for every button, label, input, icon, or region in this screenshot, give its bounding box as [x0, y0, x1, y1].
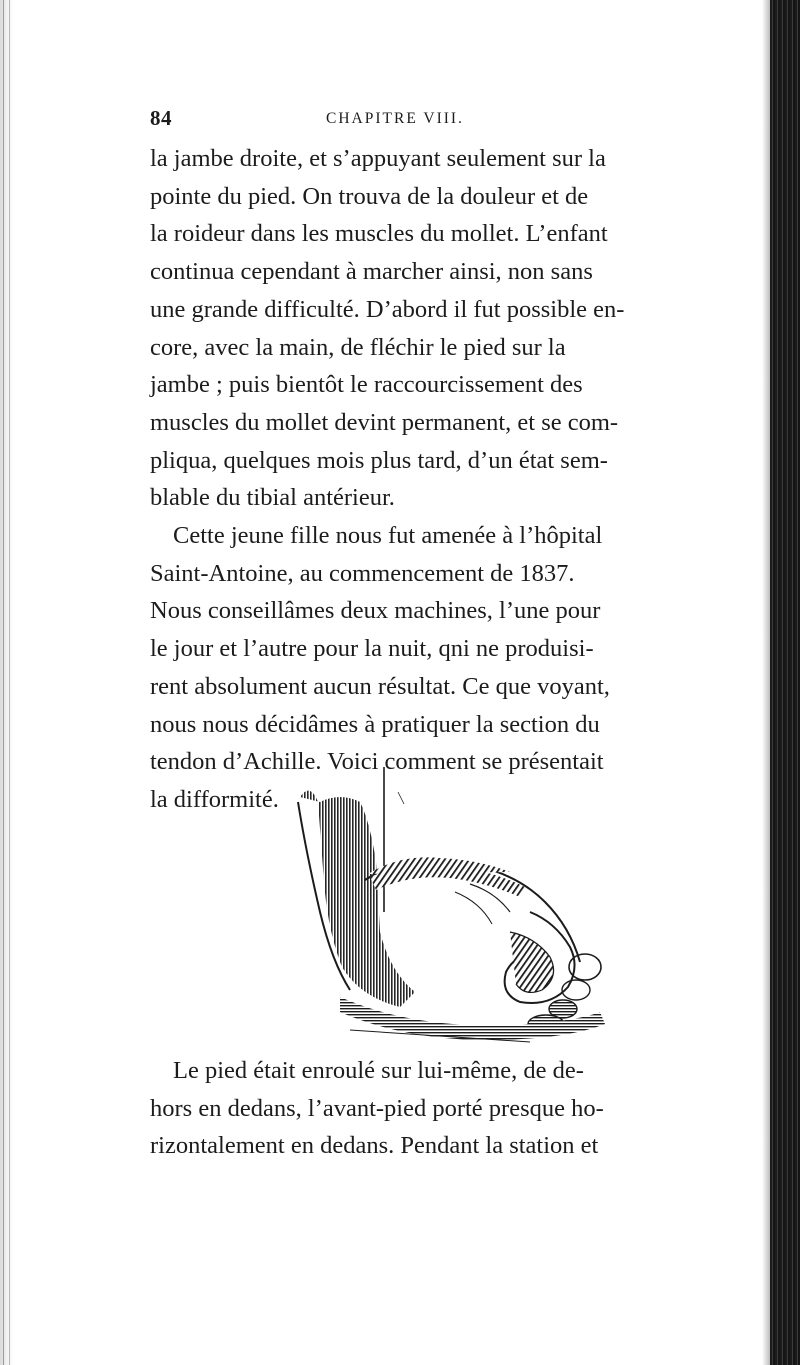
text-line: blable du tibial antérieur.: [150, 484, 395, 512]
text-line: core, avec la main, de fléchir le pied sur la: [150, 333, 566, 361]
binding-line: [9, 0, 10, 1365]
text-line: nous nous décidâmes à pratiquer la section du: [150, 710, 600, 738]
paragraph-1: [150, 140, 770, 517]
clubfoot-engraving-icon: [280, 762, 640, 1054]
text-line: pointe du pied. On trouva de la douleur et de: [150, 182, 589, 210]
page-header: [150, 106, 750, 138]
text-line: une grande difficulté. D’abord il fut possible en-: [150, 295, 625, 323]
text-line: hors en dedans, l’avant-pied porté presque ho-: [150, 1094, 604, 1122]
text-line: muscles du mollet devint permanent, et se com-: [150, 408, 619, 436]
page-number: 84: [150, 106, 172, 130]
text-line: pliqua, quelques mois plus tard, d’un état sem-: [150, 446, 608, 474]
text-line: la roideur dans les muscles du mollet. L’enfant: [150, 220, 608, 248]
text-line: rizontalement en dedans. Pendant la station et: [150, 1132, 599, 1160]
text-line: rent absolument aucun résultat. Ce que voyant,: [150, 672, 610, 700]
text-line: Le pied était enroulé sur lui-même, de de-: [173, 1057, 584, 1084]
text-line: tendon d’Achille. Voici comment se présentait: [150, 748, 604, 776]
text-line: continua cependant à marcher ainsi, non sans: [150, 258, 593, 286]
text-line: la difformité.: [150, 785, 279, 813]
text-line: Saint-Antoine, au commencement de 1837.: [150, 559, 575, 587]
text-line: Cette jeune fille nous fut amenée à l’hôpital: [173, 522, 603, 549]
text-line: Nous conseillâmes deux machines, l’une pour: [150, 597, 601, 625]
paragraph-3: [150, 1052, 770, 1165]
binding-line: [3, 0, 4, 1365]
text-line: jambe ; puis bientôt le raccourcissement des: [150, 371, 583, 399]
text-line: la jambe droite, et s’appuyant seulement sur la: [150, 145, 606, 172]
page-stack-edge: [770, 0, 800, 1365]
running-head: CHAPITRE VIII.: [326, 110, 464, 127]
text-line: le jour et l’autre pour la nuit, qni ne produisi-: [150, 635, 594, 663]
